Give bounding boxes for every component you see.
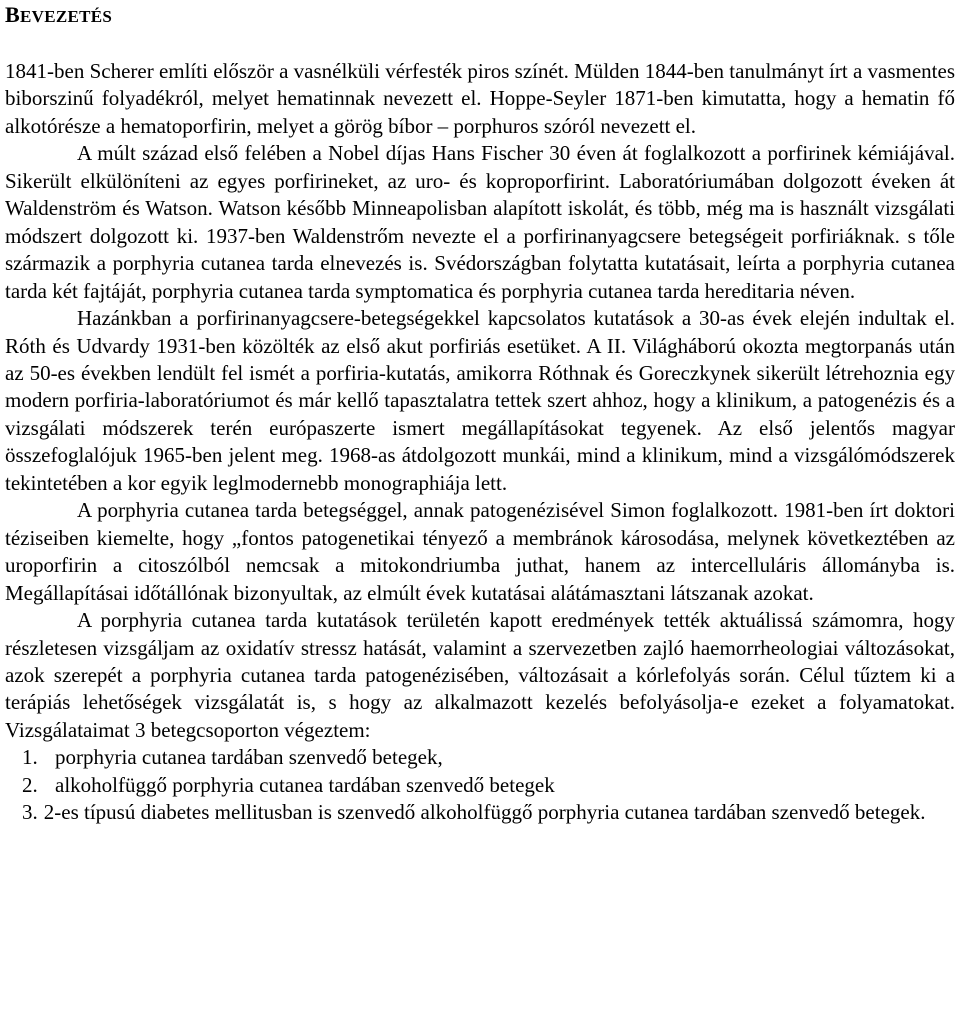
list-item-number: 1.: [22, 745, 38, 770]
list-item: [5, 799, 955, 826]
list-item-text: alkoholfüggő porphyria cutanea tardában szenvedő betegek: [55, 772, 555, 797]
heading-rest: EVEZETÉS: [19, 7, 113, 26]
paragraph-aims: A porphyria cutanea tarda kutatások területén kapott eredmények tették aktuálissá számomra, hogy részletesen vizsgáljam az oxidatív stressz hatását, valamint a szervezetben zajló haemorrheologiai változásokat, azok szerepét a porphyria cutanea tarda patogenézisében, változásait a kórlefolyás során. Célul tűztem ki a terápiás lehetőségek vizsgálatát is, s hogy az alkalmazott kezelés befolyásolja-e ezeket a folyamatokat. Vizsgálataimat 3 betegcsoporton végeztem:: [5, 608, 955, 742]
paragraph-fischer: A múlt század első felében a Nobel díjas Hans Fischer 30 éven át foglalkozott a porfirinek kémiájával. Sikerült elkülöníteni az egyes porfirineket, az uro- és koproporfirint. Laboratóriumában dolgozott éveken át Waldenström és Watson. Watson később Minneapolisban alapított iskolát, és több, még ma is használt vizsgálati módszert dolgozott ki. 1937-ben Waldenstrőm nevezte el a porfirinanyagcsere betegségeit porfiriáknak. s tőle származik a porphyria cutanea tarda elnevezés is. Svédországban folytatta kutatásait, leírta a porphyria cutanea tarda két fajtáját, porphyria cutanea tarda symptomatica és porphyria cutanea tarda hereditaria néven.: [5, 141, 955, 303]
list-item-number: 2.: [22, 772, 38, 797]
paragraph-history-intro: 1841-ben Scherer említi először a vasnélküli vérfesték piros színét. Mülden 1844-ben tanulmányt írt a vasmentes biborszinű folyadékról, melyet hematinnak nevezett el. Hoppe-Seyler 1871-ben kimutatta, hogy a hematin fő alkotórésze a hematoporfirin, melyet a görög bíbor – porphuros szóról nevezett el.: [5, 59, 955, 138]
heading-first-letter: B: [5, 2, 20, 27]
section-heading: [5, 0, 955, 30]
list-item: [5, 744, 955, 771]
paragraph-simon: A porphyria cutanea tarda betegséggel, annak patogenézisével Simon foglalkozott. 1981-ben írt doktori téziseiben kiemelte, hogy „fontos patogenetikai tényező a membránok károsodása, melynek következtében az uroporfirin a citoszólból nemcsak a mitokondriumba juthat, hanem az intercelluláris állományba is. Megállapításai időtállónak bizonyultak, az elmúlt évek kutatásai alátámasztani látszanak azokat.: [5, 498, 955, 605]
list-item-text: 2-es típusú diabetes mellitusban is szenvedő alkoholfüggő porphyria cutanea tardában szenvedő betegek.: [43, 800, 926, 825]
paragraph-hungary: Hazánkban a porfirinanyagcsere-betegségekkel kapcsolatos kutatások a 30-as évek elején indultak el. Róth és Udvardy 1931-ben közölték az első akut porfiriás esetüket. A II. Világháború okozta megtorpanás után az 50-es években lendült fel ismét a porfiria-kutatás, amikorra Róthnak és Goreczkynek sikerült létrehoznia egy modern porfiria-laboratóriumot és már kellő tapasztalatra tettek szert ahhoz, hogy a klinikum, a patogenézis és a vizsgálati módszerek terén európaszerte ismert megállapításokat tegyenek. Az első jelentős magyar összefoglalójuk 1965-ben jelent meg. 1968-as átdolgozott munkái, mind a klinikum, mind a vizsgálómódszerek tekintetében a kor egyik leglmodernebb monographiája lett.: [5, 306, 955, 495]
list-item-number: 3.: [22, 800, 38, 825]
list-item: [5, 772, 955, 799]
document-page: [5, 0, 955, 827]
list-item-text: porphyria cutanea tardában szenvedő betegek,: [55, 745, 443, 770]
patient-group-list: [5, 744, 955, 826]
